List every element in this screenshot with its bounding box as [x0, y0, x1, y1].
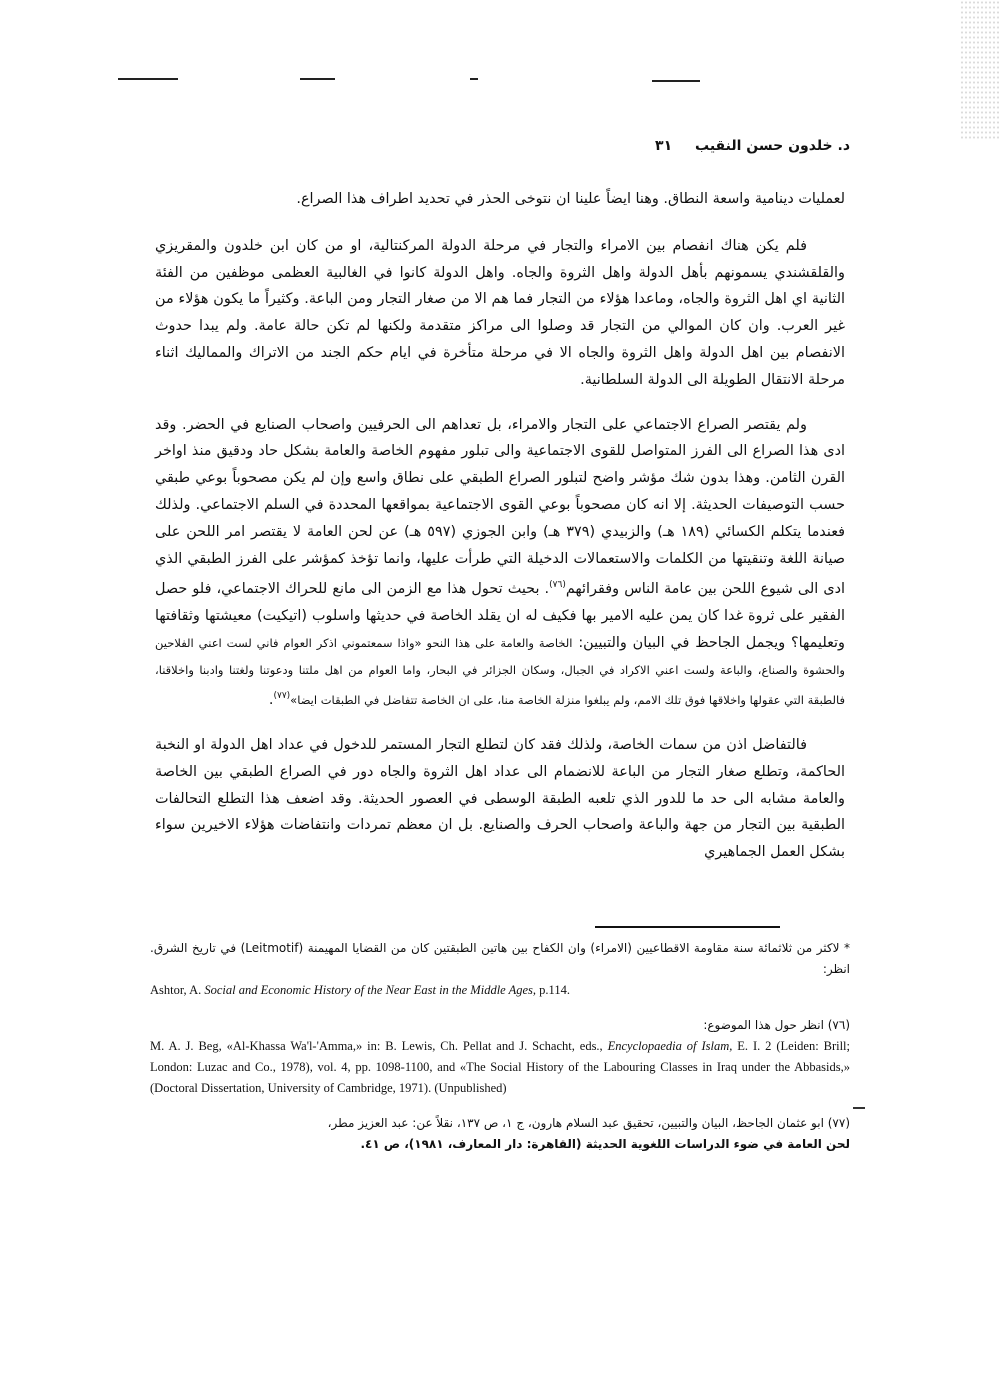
citation-page: p.114. — [539, 983, 570, 997]
scan-mark — [118, 78, 178, 80]
citation-text: E. I. 2 (Leiden: Brill; London: Luzac and Co., 1978), vol. 4, pp. 1098-1100, and «The Social History of the Labouring Classes in Iraq under the Abbasids,» (Doctoral Dissertation, University of Cambridge, 1971). (Unpublished) — [150, 1039, 850, 1095]
paragraph-text: ولم يقتصر الصراع الاجتماعي على التجار والامراء، بل تعداهم الى الحرفيين واصحاب الصنايع في الحضر. وقد ادى هذا الصراع الى الفرز المتواصل للقوى الاجتماعية والى تبلور مفهوم الخاصة والعامة بشكل حاد ودقيق منذ اواخر القرن الثامن. وهذا بدون شك مؤشر واضح لتبلور الصراع الطبقي على نطاق واسع وإن لم يكن مصحوباً بوعي طبقي حسب التوصيفات الحديثة. إلا انه كان مصحوباً بوعي القوى الاجتماعية بمواقعها المحددة في السلم الاجتماعي. ولذلك فعندما يتكلم الكسائي (١٨٩ هـ) والزبيدي (٣٧٩ هـ) وابن الجوزي (٥٩٧ هـ) عن لحن العامة لا يقتصر امر اللحن على صيانة اللغة وتنقيتها من الكلمات والاستعمالات الدخيلة التي طرأت عليها، وانما تؤخذ كمؤشر على الفرز الطبقي الذي ادى الى شيوع اللحن بين عامة الناس وفقرائهم — [155, 416, 846, 598]
footnote-divider — [595, 926, 780, 928]
scan-noise — [960, 0, 1000, 140]
scan-mark — [300, 78, 335, 80]
body-text — [155, 186, 845, 884]
scan-mark — [652, 80, 700, 82]
citation-title: Social and Economic History of the Near East in the Middle Ages, — [204, 983, 537, 997]
footnotes — [150, 938, 850, 1155]
footnote-ref: (٧٦) — [549, 580, 566, 591]
page-number: ٣١ — [655, 138, 673, 154]
citation-title: Encyclopaedia of Islam, — [607, 1039, 733, 1053]
paragraph-text: . بحيث تحول هذا مع الزمن الى مانع للحراك الاجتماعي، فلو حصل الفقير على ثروة غدا كان يمن عليه الامير بها فكيف له ان يقلد الخاصة في حديثها واسلوب (اتيكيت) معيشتها وثقافتها وتعليمها؟ ويجمل الجاحظ في البيان والتبيين: — [155, 581, 845, 651]
scan-mark — [853, 1107, 865, 1109]
footnote-77: (٧٧) ابو عثمان الجاحظ، البيان والتبيين، تحقيق عبد السلام هارون، ج ١، ص ١٣٧، نقلاً عن: عبد العزيز مطر، — [327, 1116, 850, 1130]
paragraph: فلم يكن هناك انفصام بين الامراء والتجار في مرحلة الدولة المركنتالية، او من كان ابن خلدون والمقريزي والقلقشندي يسمونهم بأهل الدولة واهل الثروة والجاه. واهل الدولة كانوا في الغالبية العظمى موظفين من الفئة الثانية اي اهل الثروة والجاه، وماعدا هؤلاء من التجار فما هم الا من صغار التجار ومن الباعة. وكثيراً ما يكون هؤلاء من غير العرب. وان كان الموالي من التجار قد وصلوا الى مراكز متقدمة ولكنها لم تكن حالة عامة. ولم يبدا حدوث الانفصام بين اهل الدولة واهل الثروة والجاه الا في مرحلة متأخرة في ايام حكم الجند من الاتراك والمماليك اثناء مرحلة الانتقال الطويلة الى الدولة السلطانية. — [155, 237, 845, 388]
block-quote: الخاصة والعامة على هذا النحو «واذا سمعتموني اذكر العوام فاني لست اعني الفلاحين والحشوة والصناع، والباعة ولست اعني الاكراد في الجبال، وسكان الجزائر في البحار، واما العوام من اهل ملتنا ودعوتنا ولغتنا وادبنا واخلاقنا، فالطبقة التي عقولها واخلاقها فوق تلك الامم، ولم يبلغوا منزلة الخاصة منا، على ان الخاصة تتفاضل في الطبقات ايضا» — [155, 635, 845, 708]
header-author: د. خلدون حسن النقيب — [695, 138, 850, 154]
running-header — [155, 138, 850, 164]
citation-author: Ashtor, A. — [150, 983, 202, 997]
footnote-76-citation — [150, 1036, 850, 1099]
paragraph: ولم يقتصر الصراع الاجتماعي على التجار والامراء، بل تعداهم الى الحرفيين واصحاب الصنايع في الحضر. وقد ادى هذا الصراع الى الفرز المتواصل للقوى الاجتماعية والى تبلور مفهوم الخاصة والعامة بشكل حاد ودقيق منذ اواخر القرن الثامن. وهذا بدون شك مؤشر واضح لتبلور الصراع الطبقي على نطاق واسع وإن لم يكن مصحوباً بوعي طبقي حسب التوصيفات الحديثة. إلا انه كان مصحوباً بوعي القوى الاجتماعية بمواقعها المحددة في السلم الاجتماعي. ولذلك فعندما يتكلم الكسائي (١٨٩ هـ) والزبيدي (٣٧٩ هـ) وابن الجوزي (٥٩٧ هـ) عن لحن العامة لا يقتصر امر اللحن على صيانة اللغة وتنقيتها من الكلمات والاستعمالات الدخيلة التي طرأت عليها، وانما تؤخذ كمؤشر على الفرز الطبقي الذي ادى الى شيوع اللحن بين عامة الناس وفقرائهم$^{(٧٦)}$. بحيث تحول هذا مع الزمن الى مانع للحراك الاجتماعي، فلو حصل الفقير على ثروة غدا كان يمن عليه الامير بها فكيف له ان يقلد الخاصة في حديثها واسلوب (اتيكيت) معيشتها وثقافتها وتعليمها؟ ويجمل الجاحظ في البيان والتبيين: الخاصة والعامة على هذا النحو «واذا سمعتموني اذكر العوام فاني لست اعني الفلاحين والحشوة والصناع، والباعة ولست اعني الاكراد في الجبال، وسكان الجزائر في البحار، واما العوام من اهل ملتنا ودعوتنا ولغتنا وادبنا واخلاقنا، فالطبقة التي عقولها واخلاقها فوق تلك الامم، ولم يبلغوا منزلة الخاصة منا، على ان الخاصة تتفاضل في الطبقات ايضا»$^{(٧٧)}$. — [155, 416, 846, 709]
paragraph: فالتفاضل اذن من سمات الخاصة، ولذلك فقد كان لتطلع التجار المستمر للدخول في عداد اهل الدولة او النخبة الحاكمة، وتطلع صغار التجار من الباعة للانضمام الى عداد اهل الثروة والجاه دور في الصراع الطبقي بين الخاصة والعامة مشابه الى حد ما للدور الذي تلعبه الطبقة الوسطى في العصور الحديثة. وقد اضعف هذا التطلع التحالفات الطبقية بين التجار من جهة والباعة واصحاب الحرف والصنايع. بل ان معظم تمردات وانتفاضات هؤلاء الاخيرين سواء بشكل العمل الجماهيري — [155, 736, 845, 861]
footnote-ref: (٧٧) — [273, 691, 291, 702]
footnote-77-source: لحن العامة في ضوء الدراسات اللغوية الحديثة (القاهرة: دار المعارف، ١٩٨١)، ص ٤١. — [360, 1137, 850, 1151]
footnote-star-citation — [150, 980, 850, 1001]
scan-mark — [470, 78, 478, 80]
footnote-star: * لاكثر من ثلاثمائة سنة مقاومة الاقطاعيين (الامراء) وان الكفاح بين هاتين الطبقتين كان من القضايا المهيمنة (Leitmotif) في تاريخ الشرق. انظر: — [150, 941, 851, 976]
footnote-76: (٧٦) انظر حول هذا الموضوع: — [703, 1018, 850, 1032]
paragraph: لعمليات دينامية واسعة النطاق. وهنا ايضاً علينا ان نتوخى الحذر في تحديد اطراف هذا الصراع. — [296, 191, 845, 207]
citation-text: M. A. J. Beg, «Al-Khassa Wa'l-'Amma,» in: B. Lewis, Ch. Pellat and J. Schacht, eds., — [150, 1039, 603, 1053]
